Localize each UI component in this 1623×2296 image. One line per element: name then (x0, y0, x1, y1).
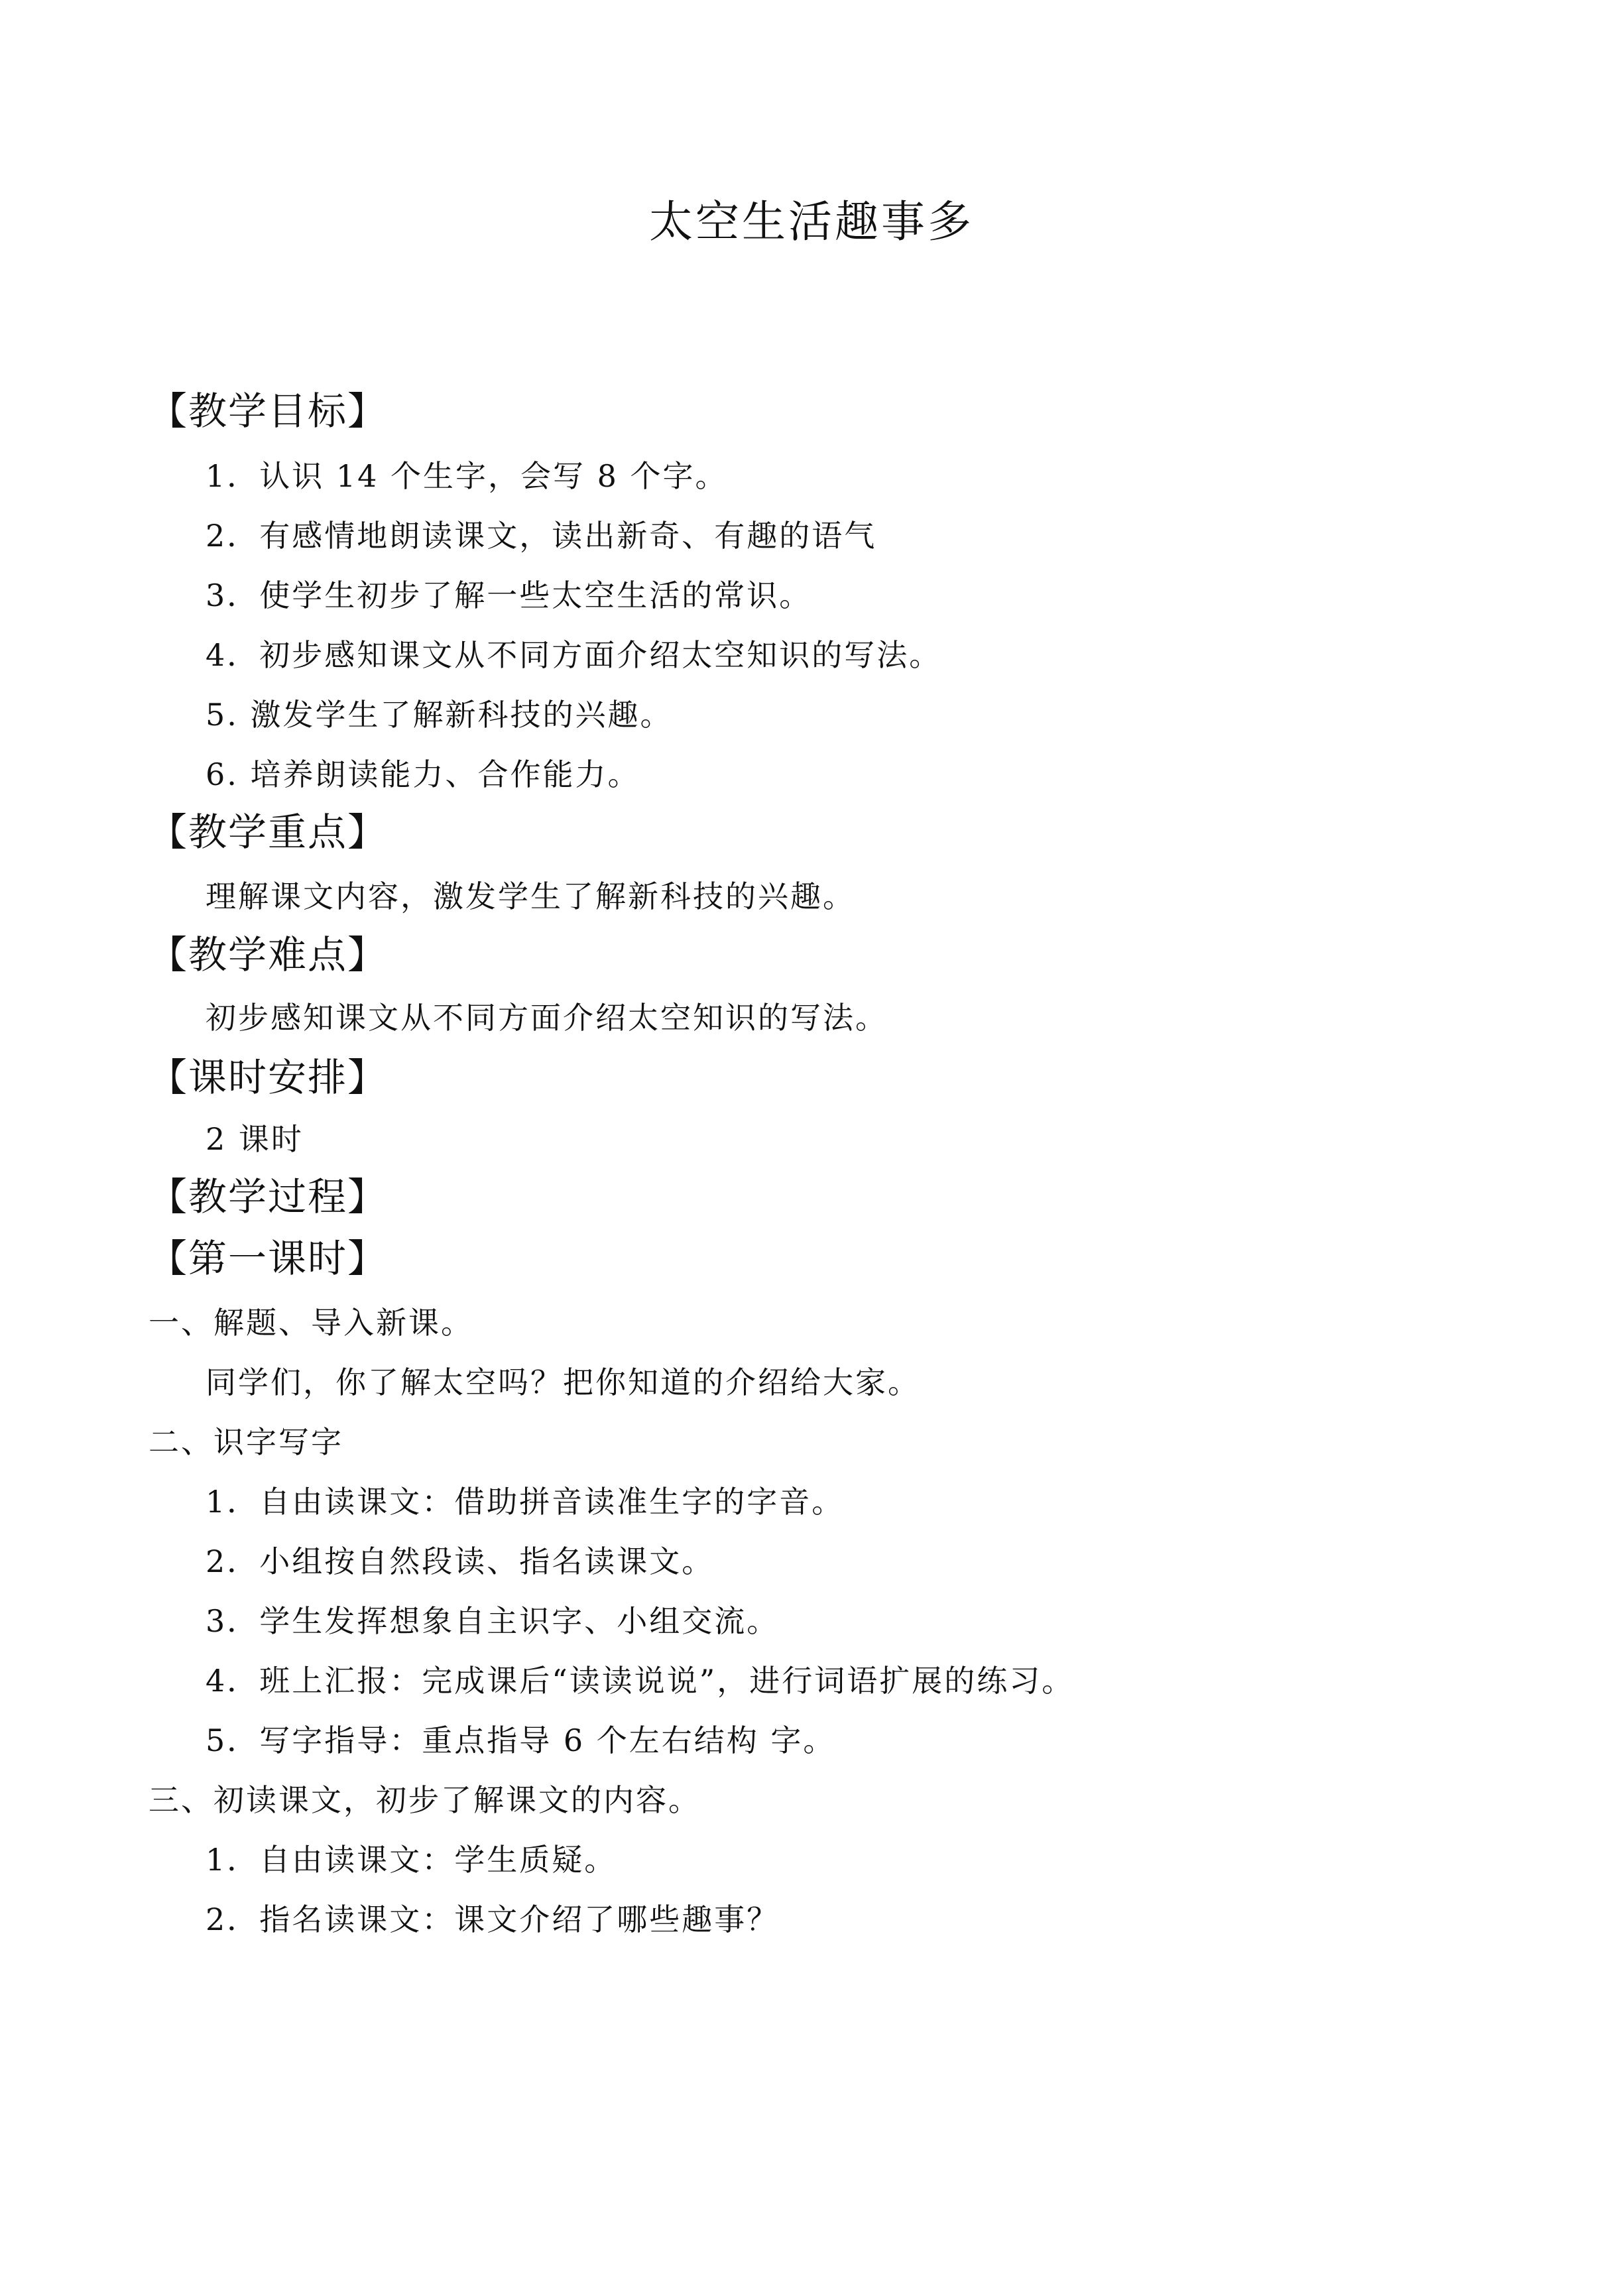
key-points-text: 理解课文内容，激发学生了解新科技的兴趣。 (206, 878, 855, 914)
goals-heading: 【教学目标】 (149, 389, 388, 434)
schedule-text: 2 课时 (206, 1121, 304, 1157)
section-2-item-1: 1．自由读课文：借助拼音读准生字的字音。 (206, 1484, 845, 1520)
section-3-title: 三、初读课文，初步了解课文的内容。 (149, 1782, 701, 1818)
section-2-item-4: 4．班上汇报：完成课后“读读说说”，进行词语扩展的练习。 (206, 1663, 1075, 1699)
document-title: 太空生活趣事多 (649, 196, 974, 247)
section-2-item-3: 3．学生发挥想象自主识字、小组交流。 (206, 1603, 780, 1639)
section-3-item-2: 2．指名读课文：课文介绍了哪些趣事？ (206, 1902, 780, 1937)
section-2-item-5: 5．写字指导：重点指导 6 个左右结构 字。 (206, 1722, 836, 1758)
section-2-title: 二、识字写字 (149, 1424, 343, 1460)
process-heading: 【教学过程】 (149, 1174, 388, 1219)
difficulties-heading: 【教学难点】 (149, 932, 388, 977)
key-points-heading: 【教学重点】 (149, 810, 388, 855)
goal-item-2: 2．有感情地朗读课文，读出新奇、有趣的语气 (206, 518, 877, 554)
difficulties-text: 初步感知课文从不同方面介绍太空知识的写法。 (206, 1000, 888, 1036)
schedule-heading: 【课时安排】 (149, 1055, 388, 1100)
section-1-title: 一、解题、导入新课。 (149, 1305, 473, 1341)
goal-item-1: 1．认识 14 个生字，会写 8 个字。 (206, 458, 728, 494)
first-lesson-heading: 【第一课时】 (149, 1236, 388, 1281)
goal-item-3: 3．使学生初步了解一些太空生活的常识。 (206, 577, 812, 613)
goal-item-4: 4．初步感知课文从不同方面介绍太空知识的写法。 (206, 637, 942, 673)
section-2-item-2: 2．小组按自然段读、指名读课文。 (206, 1543, 715, 1579)
goal-item-6: 6. 培养朗读能力、合作能力。 (206, 756, 640, 792)
section-3-item-1: 1．自由读课文：学生质疑。 (206, 1842, 617, 1878)
section-1-text: 同学们，你了解太空吗？把你知道的介绍给大家。 (206, 1364, 920, 1400)
goal-item-5: 5. 激发学生了解新科技的兴趣。 (206, 697, 673, 733)
